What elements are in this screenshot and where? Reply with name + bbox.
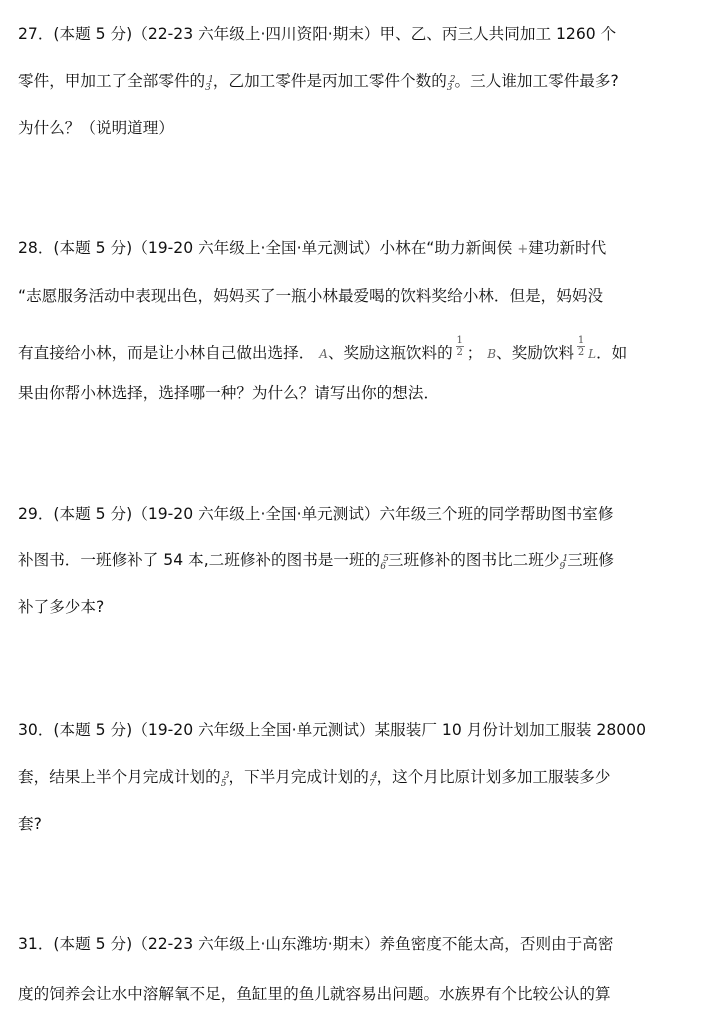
q27-fraction-2: 2 3 [446, 75, 456, 93]
q28-line2: “志愿服务活动中表现出色，妈妈买了一瓶小林最爱喝的饮料奖给小林．但是，妈妈没 [18, 287, 604, 305]
q27-line2-part1: 零件，甲加工了全部零件的 [18, 72, 206, 90]
q29-line2-part3: 三班修 [567, 551, 614, 569]
q29-fraction-1: 5 6 [380, 554, 389, 572]
q29-line1: 29．(本题 5 分)（19-20 六年级上·全国·单元测试）六年级三个班的同学帮助图书室修 [18, 505, 614, 523]
q29-line2-part2: 三班修补的图书比二班少 [387, 551, 560, 569]
q28-line3-part2: 、奖励这瓶饮料的 [327, 344, 453, 362]
q28-line3-part1: 有直接给小林，而是让小林自己做出选择． [18, 344, 315, 362]
q27-fraction-1: 1 3 [205, 75, 214, 93]
plus-sign: + [517, 242, 529, 257]
option-a-label: A [319, 347, 328, 361]
q28-line1-part1: 28．(本题 5 分)（19-20 六年级上·全国·单元测试）小林在“助力新闽侯 [18, 239, 513, 257]
q28-line3-part5: ．如 [596, 344, 628, 362]
q28-fraction-a: $\frac{1}{2}$ [456, 335, 463, 358]
option-b-label: B [487, 347, 497, 361]
q30-line2 [18, 767, 610, 788]
q30-fraction-1: 3 5 [220, 771, 230, 789]
q30-line2-part2: ，下半月完成计划的 [228, 768, 369, 786]
q31-line1: 31．(本题 5 分)（22-23 六年级上·山东潍坊·期末）养鱼密度不能太高，否则由于高密 [18, 935, 614, 953]
q31-line2: 度的饲养会让水中溶解氧不足，鱼缸里的鱼儿就容易出问题。水族界有个比较公认的算 [18, 985, 611, 1003]
q28-fraction-b: $\frac{1}{2}$ [577, 335, 585, 358]
liter-unit: L [588, 347, 597, 361]
q30-line2-part3: ，这个月比原计划多加工服装多少 [376, 768, 611, 786]
q28-line3-part4: 、奖励饮料 [496, 344, 575, 362]
q28-line3 [18, 335, 627, 364]
q27-line2-part3: 。三人谁加工零件最多? [454, 72, 619, 90]
q29-line2 [18, 550, 614, 571]
q27-line3: 为什么？（说明道理） [18, 119, 174, 137]
q29-line3: 补了多少本? [18, 598, 105, 616]
q27-line2 [18, 71, 619, 92]
q27-line2-part2: ，乙加工零件是丙加工零件个数的 [212, 72, 447, 90]
q30-line3: 套? [18, 815, 42, 833]
q30-line1: 30．(本题 5 分)（19-20 六年级上全国·单元测试）某服装厂 10 月份计划加工服装 28000 [18, 721, 647, 739]
q27-line1: 27．(本题 5 分)（22-23 六年级上·四川资阳·期末）甲、乙、丙三人共同加工 1260 个 [18, 25, 617, 43]
q28-line4: 果由你帮小林选择，选择哪一种？为什么？请写出你的想法． [18, 384, 440, 402]
q28-line1 [18, 238, 606, 260]
q28-line3-part3: ； [466, 344, 483, 362]
q28-line1-part2: 建功新时代 [528, 239, 607, 257]
q30-fraction-2: 4 7 [368, 771, 378, 789]
q30-line2-part1: 套，结果上半个月完成计划的 [18, 768, 221, 786]
q29-line2-part1: 补图书．一班修补了 54 本,二班修补的图书是一班的 [18, 551, 381, 569]
q29-fraction-2: 1 9 [559, 554, 569, 572]
